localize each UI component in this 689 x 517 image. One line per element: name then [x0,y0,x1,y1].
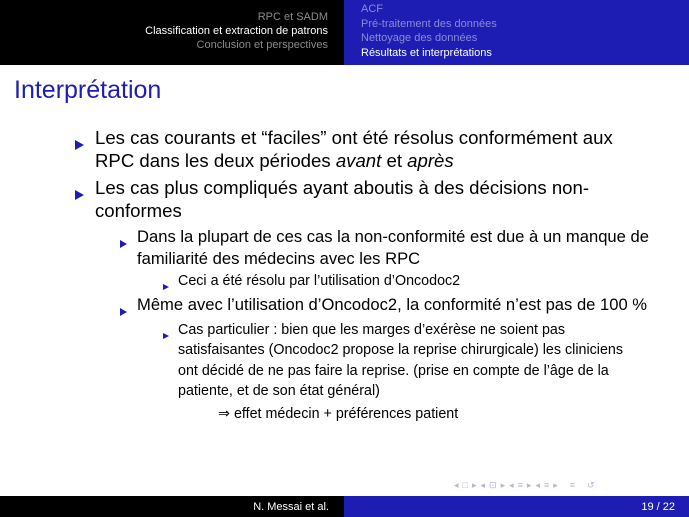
subsection-link-resultats[interactable]: Résultats et interprétations [361,46,492,59]
bullet-item [0,126,689,172]
nav-next-icon[interactable]: ▸ [500,480,506,490]
nav-prev-icon[interactable]: ◂ [454,480,459,490]
emphasis-text: après [407,150,454,171]
nav-next-icon[interactable]: ▸ [526,480,532,490]
bullet-text: Les cas plus compliqués ayant aboutis à des décisions non-conformes [95,177,590,221]
implies-arrow-icon: ⇒ [218,405,230,422]
nav-toc-icon[interactable]: ≡ [569,480,576,490]
section-link-classification[interactable]: Classification et extraction de patrons [145,25,328,37]
header-bar [0,0,689,65]
bullet-triangle-icon [75,132,84,155]
bullet-triangle-icon [163,325,169,346]
nav-section-icon[interactable]: ≡ [517,480,523,490]
subsection-link-pretraitement[interactable]: Pré-traitement des données [361,17,497,30]
subsection-link-nettoyage[interactable]: Nettoyage des données [361,32,478,44]
section-link-conclusion[interactable]: Conclusion et perspectives [196,39,328,51]
sub-sub-bullet-item [0,320,689,402]
bullet-triangle-icon [120,300,127,322]
section-navigation [0,0,344,65]
implication-line [0,404,689,425]
bullet-triangle-icon [120,232,127,254]
sub-sub-bullet-text: Cas particulier : bien que les marges d’exérèse ne soient pas satisfaisantes (Oncodoc2 propose la reprise chirurgicale) les cliniciens ont décidé de ne pas faire la reprise. (prise en compte de l’âge de la patiente, et de son état général) [178,321,623,400]
implication-text: effet médecin + préférences patient [229,405,459,422]
sub-bullet-text: Même avec l’utilisation d’Oncodoc2, la conformité n’est pas de 100 % [137,294,648,314]
subsection-link-acf[interactable]: ACF [361,3,383,15]
sub-bullet-item [0,226,689,270]
nav-prev-icon[interactable]: ◂ [509,480,514,490]
section-link-rpc-sadm[interactable]: RPC et SADM [257,11,328,23]
bullet-triangle-icon [75,182,84,205]
footer-bar [0,496,689,517]
nav-subsection-icon[interactable]: ⊡ [489,480,497,490]
sub-bullet-item [0,294,689,316]
sub-sub-bullet-text: Ceci a été résolu par l’utilisation d’Oncodoc2 [178,273,461,289]
nav-frame-icon[interactable]: □ [462,480,468,490]
bullet-text-part: Les cas courants et “faciles” ont été résolus conformément aux RPC dans les deux périodes [95,127,613,171]
slide-content [0,126,689,425]
sub-sub-bullet-item [0,271,689,292]
sub-bullet-text: Dans la plupart de ces cas la non-conformité est due à un manque de familiarité des médecins avec les RPC [137,227,649,268]
bullet-text-part: et [381,150,408,171]
nav-next-icon[interactable]: ▸ [553,480,558,490]
footer-author: N. Messai et al. [0,496,344,517]
beamer-navigation-controls [454,479,595,491]
nav-document-icon[interactable]: ≡ [543,480,550,490]
frame-title: Interprétation [14,76,162,104]
emphasis-text: avant [335,150,382,171]
subsection-navigation [344,0,689,65]
nav-search-icon[interactable]: ↺ [587,480,595,490]
nav-next-icon[interactable]: ▸ [471,480,477,490]
footer-page-number: 19 / 22 [344,496,689,517]
bullet-item [0,176,689,222]
nav-prev-icon[interactable]: ◂ [535,480,540,490]
nav-prev-icon[interactable]: ◂ [480,480,486,490]
